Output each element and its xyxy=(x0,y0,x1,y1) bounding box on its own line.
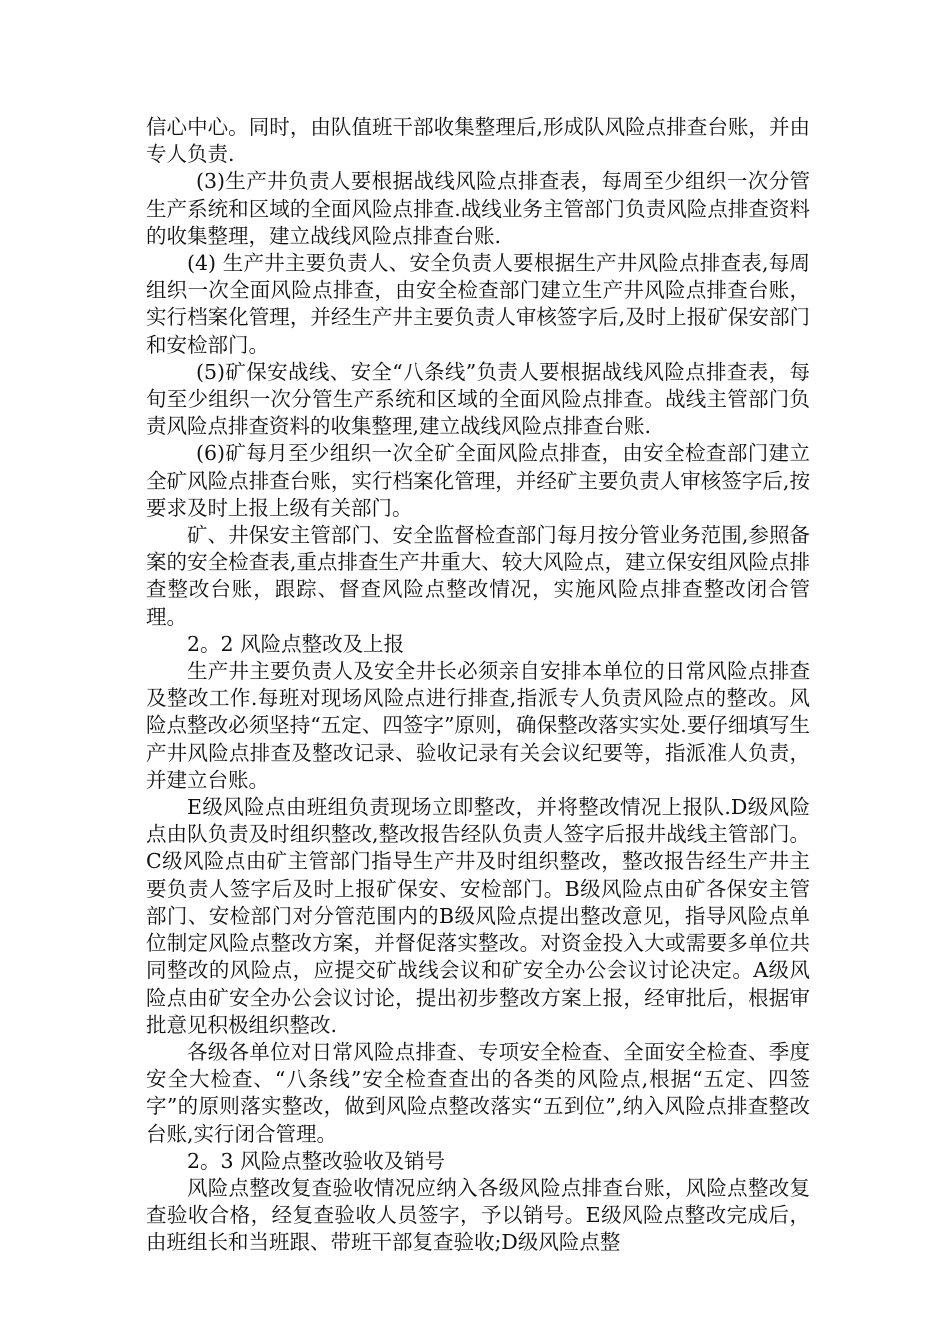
section-heading-2-2: 2。2 风险点整改及上报 xyxy=(187,631,405,656)
paragraph-continuation: 信心中心。同时，由队值班干部收集整理后,形成队风险点排查台账，并由专人负责. xyxy=(146,115,810,167)
paragraph-item-4: (4) 生产井主要负责人、安全负责人要根据生产井风险点排查表,每周组织一次全面风险点排查，由安全检查部门建立生产井风险点排查台账，实行档案化管理，并经生产井主要负责人审核签字后,及时上报矿保安部门和安检部门。 xyxy=(146,251,810,357)
document-body xyxy=(146,114,810,1257)
paragraph-acceptance: 风险点整改复查验收情况应纳入各级风险点排查台账，风险点整改复查验收合格，经复查验收人员签字，予以销号。E级风险点整改完成后，由班组长和当班跟、带班干部复查验收;D级风险点整 xyxy=(146,1175,810,1255)
section-heading-2-3: 2。3 风险点整改验收及销号 xyxy=(187,1148,446,1173)
paragraph-risk-levels: E级风险点由班组负责现场立即整改，并将整改情况上报队.D级风险点由队负责及时组织整改,整改报告经队负责人签字后报井战线主管部门。C级风险点由矿主管部门指导生产井及时组织整改，整改报告经生产井主要负责人签字后及时上报矿保安、安检部门。B级风险点由矿各保安主管部门、安检部门对分管范围内的B级风险点提出整改意见，指导风险点单位制定风险点整改方案，并督促落实整改。对资金投入大或需要多单位共同整改的风险点，应提交矿战线会议和矿安全办公会议讨论决定。A级风险点由矿安全办公会议讨论，提出初步整改方案上报，经审批后，根据审批意见积极组织整改. xyxy=(146,795,810,1037)
paragraph-item-6: (6)矿每月至少组织一次全矿全面风险点排查，由安全检查部门建立全矿风险点排查台账，实行档案化管理，并经矿主要负责人审核签字后,按要求及时上报上级有关部门。 xyxy=(146,441,810,520)
paragraph-rectification-duty: 生产井主要负责人及安全井长必须亲自安排本单位的日常风险点排查及整改工作.每班对现场风险点进行排查,指派专人负责风险点的整改。风险点整改必须坚持“五定、四签字”原则，确保整改落实实处.要仔细填写生产井风险点排查及整改记录、验收记录有关会议纪要等，指派准人负责，并建立台账。 xyxy=(146,659,810,792)
paragraph-closed-loop: 各级各单位对日常风险点排查、专项安全检查、全面安全检查、季度安全大检查、“八条线”安全检查查出的各类的风险点,根据“五定、四签字”的原则落实整改，做到风险点整改落实“五到位”,纳入风险点排查整改台账,实行闭合管理。 xyxy=(146,1039,810,1146)
paragraph-supervision: 矿、井保安主管部门、安全监督检查部门每月按分管业务范围,参照备案的安全检查表,重点排查生产井重大、较大风险点，建立保安组风险点排查整改台账，跟踪、督查风险点整改情况，实施风险点排查整改闭合管理。 xyxy=(146,523,810,629)
paragraph-item-3: (3)生产井负责人要根据战线风险点排查表，每周至少组织一次分管生产系统和区域的全面风险点排查.战线业务主管部门负责风险点排查资料的收集整理，建立战线风险点排查台账. xyxy=(146,169,810,248)
paragraph-item-5: (5)矿保安战线、安全“八条线”负责人要根据战线风险点排查表，每旬至少组织一次分管生产系统和区域的全面风险点排查。战线主管部门负责风险点排查资料的收集整理,建立战线风险点排查台账. xyxy=(146,359,810,439)
